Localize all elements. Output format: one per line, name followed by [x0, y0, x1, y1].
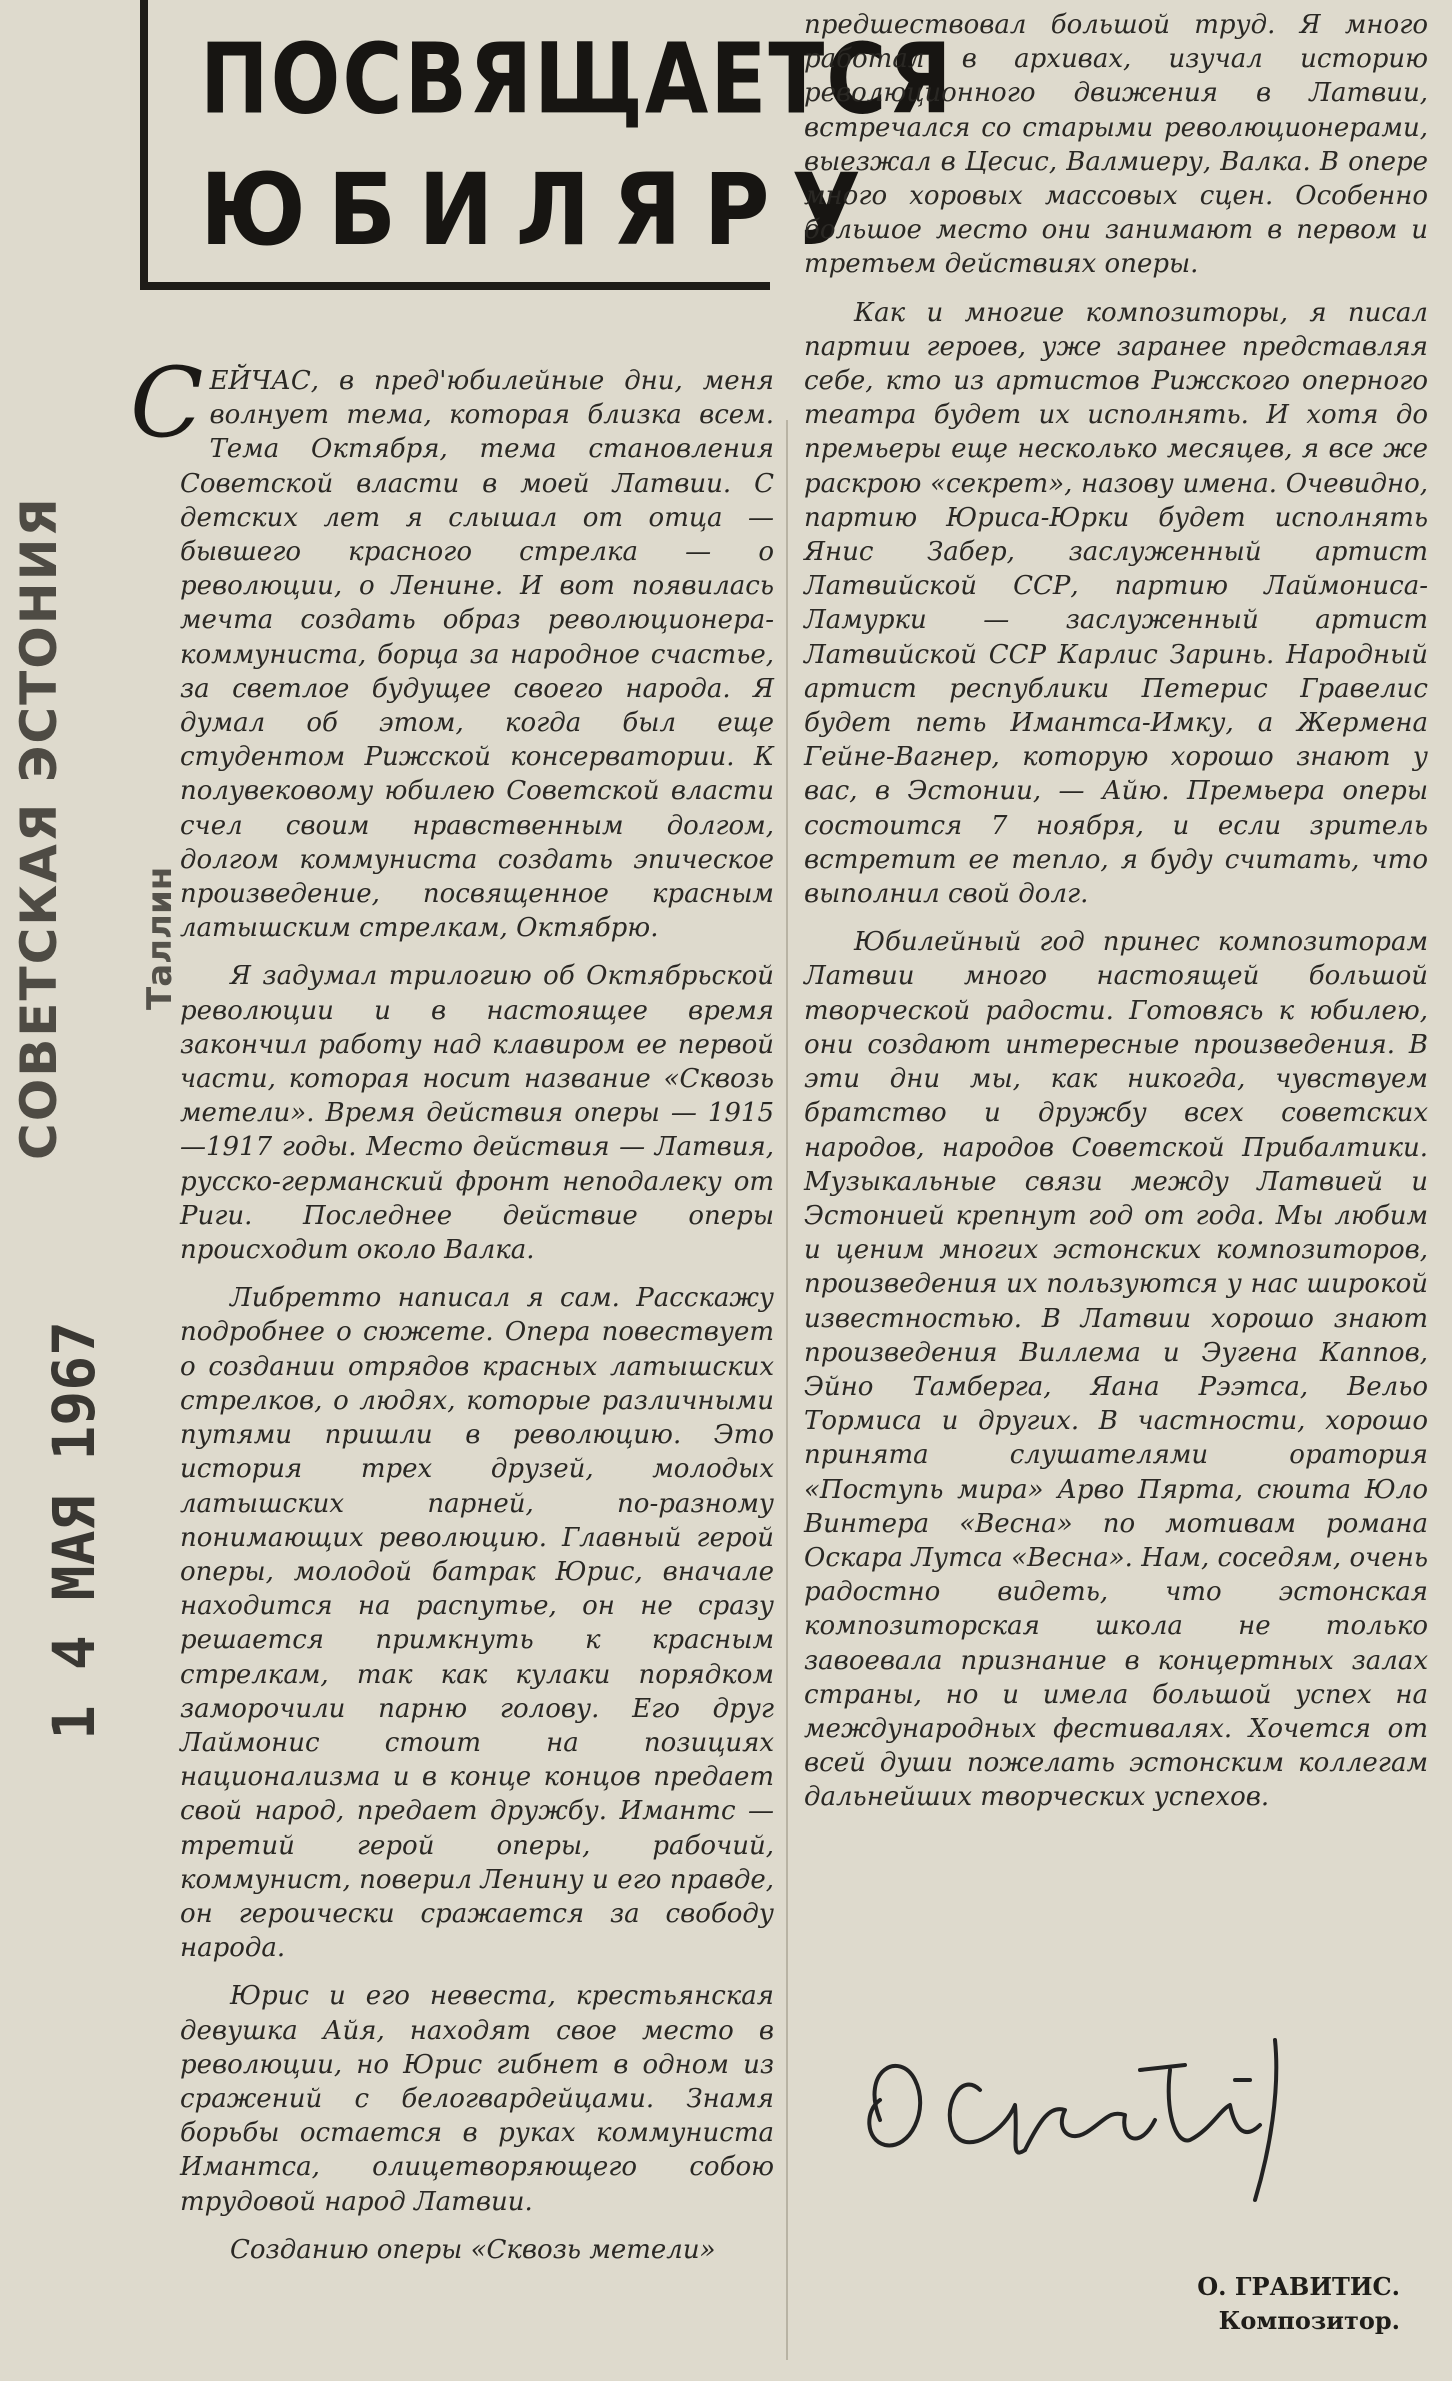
author-byline — [1060, 2270, 1400, 2338]
newspaper-name-stamp: СОВЕТСКАЯ ЭСТОНИЯ — [10, 496, 68, 1160]
date-stamp: 1 4 МАЯ 1967 — [40, 1320, 108, 1740]
author-role: Композитор. — [1218, 2306, 1400, 2335]
headline-line-2: ЮБИЛЯРУ — [200, 152, 883, 269]
article-paragraph: Созданию оперы «Сквозь метели» — [230, 2234, 716, 2265]
article-paragraph: Я задумал трилогию об Октябрьской революции и в настоящее время закончил работу над клавиром ее первой части, которая носит название «Сквозь метели». Время действия оперы — 1915—1917 годы. Место действия — Латвия, русско-германский фронт неподалеку от Риги. Последнее действие оперы происходит около Валка. — [180, 961, 774, 1266]
article-paragraph: СЕЙЧАС, в пред'юбилейные дни, меня волнует тема, которая близка всем. Тема Октября, тема становления Советской власти в моей Латвии. С детских лет я слышал от отца — бывшего красного стрелка — о революции, о Ленине. И вот появилась мечта создать образ революционера-коммуниста, борца за народное счастье, за светлое будущее своего народа. Я думал об этом, когда был еще студентом Рижской консерватории. К полувековому юбилею Советской власти счел своим нравственным долгом, долгом коммуниста создать эпическое произведение, посвященное красным латышским стрелкам, Октябрю. — [130, 347, 774, 944]
author-signature — [840, 2010, 1400, 2210]
article-paragraph: Как и многие композиторы, я писал партии героев, уже заранее представляя себе, кто из артистов Рижского оперного театра будет их исполнять. И хотя до премьеры еще несколько месяцев, я все же раскрою «секрет», назову имена. Очевидно, партию Юриса-Юрки будет исполнять Янис Забер, заслуженный артист Латвийской ССР, партию Лаймониса-Ламурки — заслуженный артист Латвийской ССР Карлис Заринь. Народный артист республики Петерис Гравелис будет петь Имантса-Имку, а Жермена Гейне-Вагнер, которую хорошо знают у вас, в Эстонии, — Айю. Премьера оперы состоится 7 ноября, и если зритель встретит ее тепло, я буду считать, что выполнил свой долг. — [804, 297, 1428, 910]
headline-line-1: ПОСВЯЩАЕТСЯ — [200, 24, 954, 137]
article-paragraph: предшествовал большой труд. Я много работал в архивах, изучал историю революционного движения в Латвии, встречался со старыми революционерами, выезжал в Цесис, Валмиеру, Валка. В опере много хоровых массовых сцен. Особенно большое место они занимают в первом и третьем действиях оперы. — [804, 10, 1428, 280]
article-paragraph: Юрис и его невеста, крестьянская девушка Айя, находят свое место в революции, но Юрис гибнет в одном из сражений с белогвардейцами. Знамя борьбы остается в руках коммуниста Имантса, олицетворяющего собою трудовой народ Латвии. — [180, 1981, 774, 2217]
column-divider — [786, 420, 788, 2360]
article-right-column — [804, 8, 1428, 1815]
author-name: О. ГРАВИТИС. — [1197, 2272, 1400, 2301]
article-paragraph: Либретто написал я сам. Расскажу подробнее о сюжете. Опера повествует о создании отрядов красных латышских стрелков, о людях, которые различными путями пришли в революцию. Это история трех друзей, молодых латышских парней, по-разному понимающих революцию. Главный герой оперы, молодой батрак Юрис, вначале находится на распутье, он не сразу решается примкнуть к красным стрелкам, так как кулаки порядком заморочили парню голову. Его друг Лаймонис стоит на позициях национализма и в конце концов предает свой народ, предает дружбу. Имантс — третий герой оперы, рабочий, коммунист, поверил Ленину и его правде, он героически сражается за свободу народа. — [180, 1283, 774, 1964]
drop-cap: С — [130, 347, 204, 459]
article-paragraph: Юбилейный год принес композиторам Латвии много настоящей большой творческой радости. Готовясь к юбилею, они создают интересные произведения. В эти дни мы, как никогда, чувствуем братство и дружбу всех советских народов, народов Советской Прибалтики. Музыкальные связи между Латвией и Эстонией крепнут год от года. Мы любим и ценим многих эстонских композиторов, произведения их пользуются у нас широкой известностью. В Латвии хорошо знают произведения Виллема и Эугена Каппов, Эйно Тамберга, Яана Рээтса, Вельо Тормиса и других. В частности, хорошо принята слушателями оратория «Поступь мира» Арво Пярта, сюита Юло Винтера «Весна» по мотивам романа Оскара Лутса «Весна». Нам, соседям, очень радостно видеть, что эстонская композиторская школа не только завоевала признание в концертных залах страны, но и имела большой успех на международных фестивалях. Хочется от всей души пожелать эстонским коллегам дальнейших творческих успехов. — [804, 927, 1428, 1813]
city-stamp: Таллин — [140, 866, 180, 1010]
